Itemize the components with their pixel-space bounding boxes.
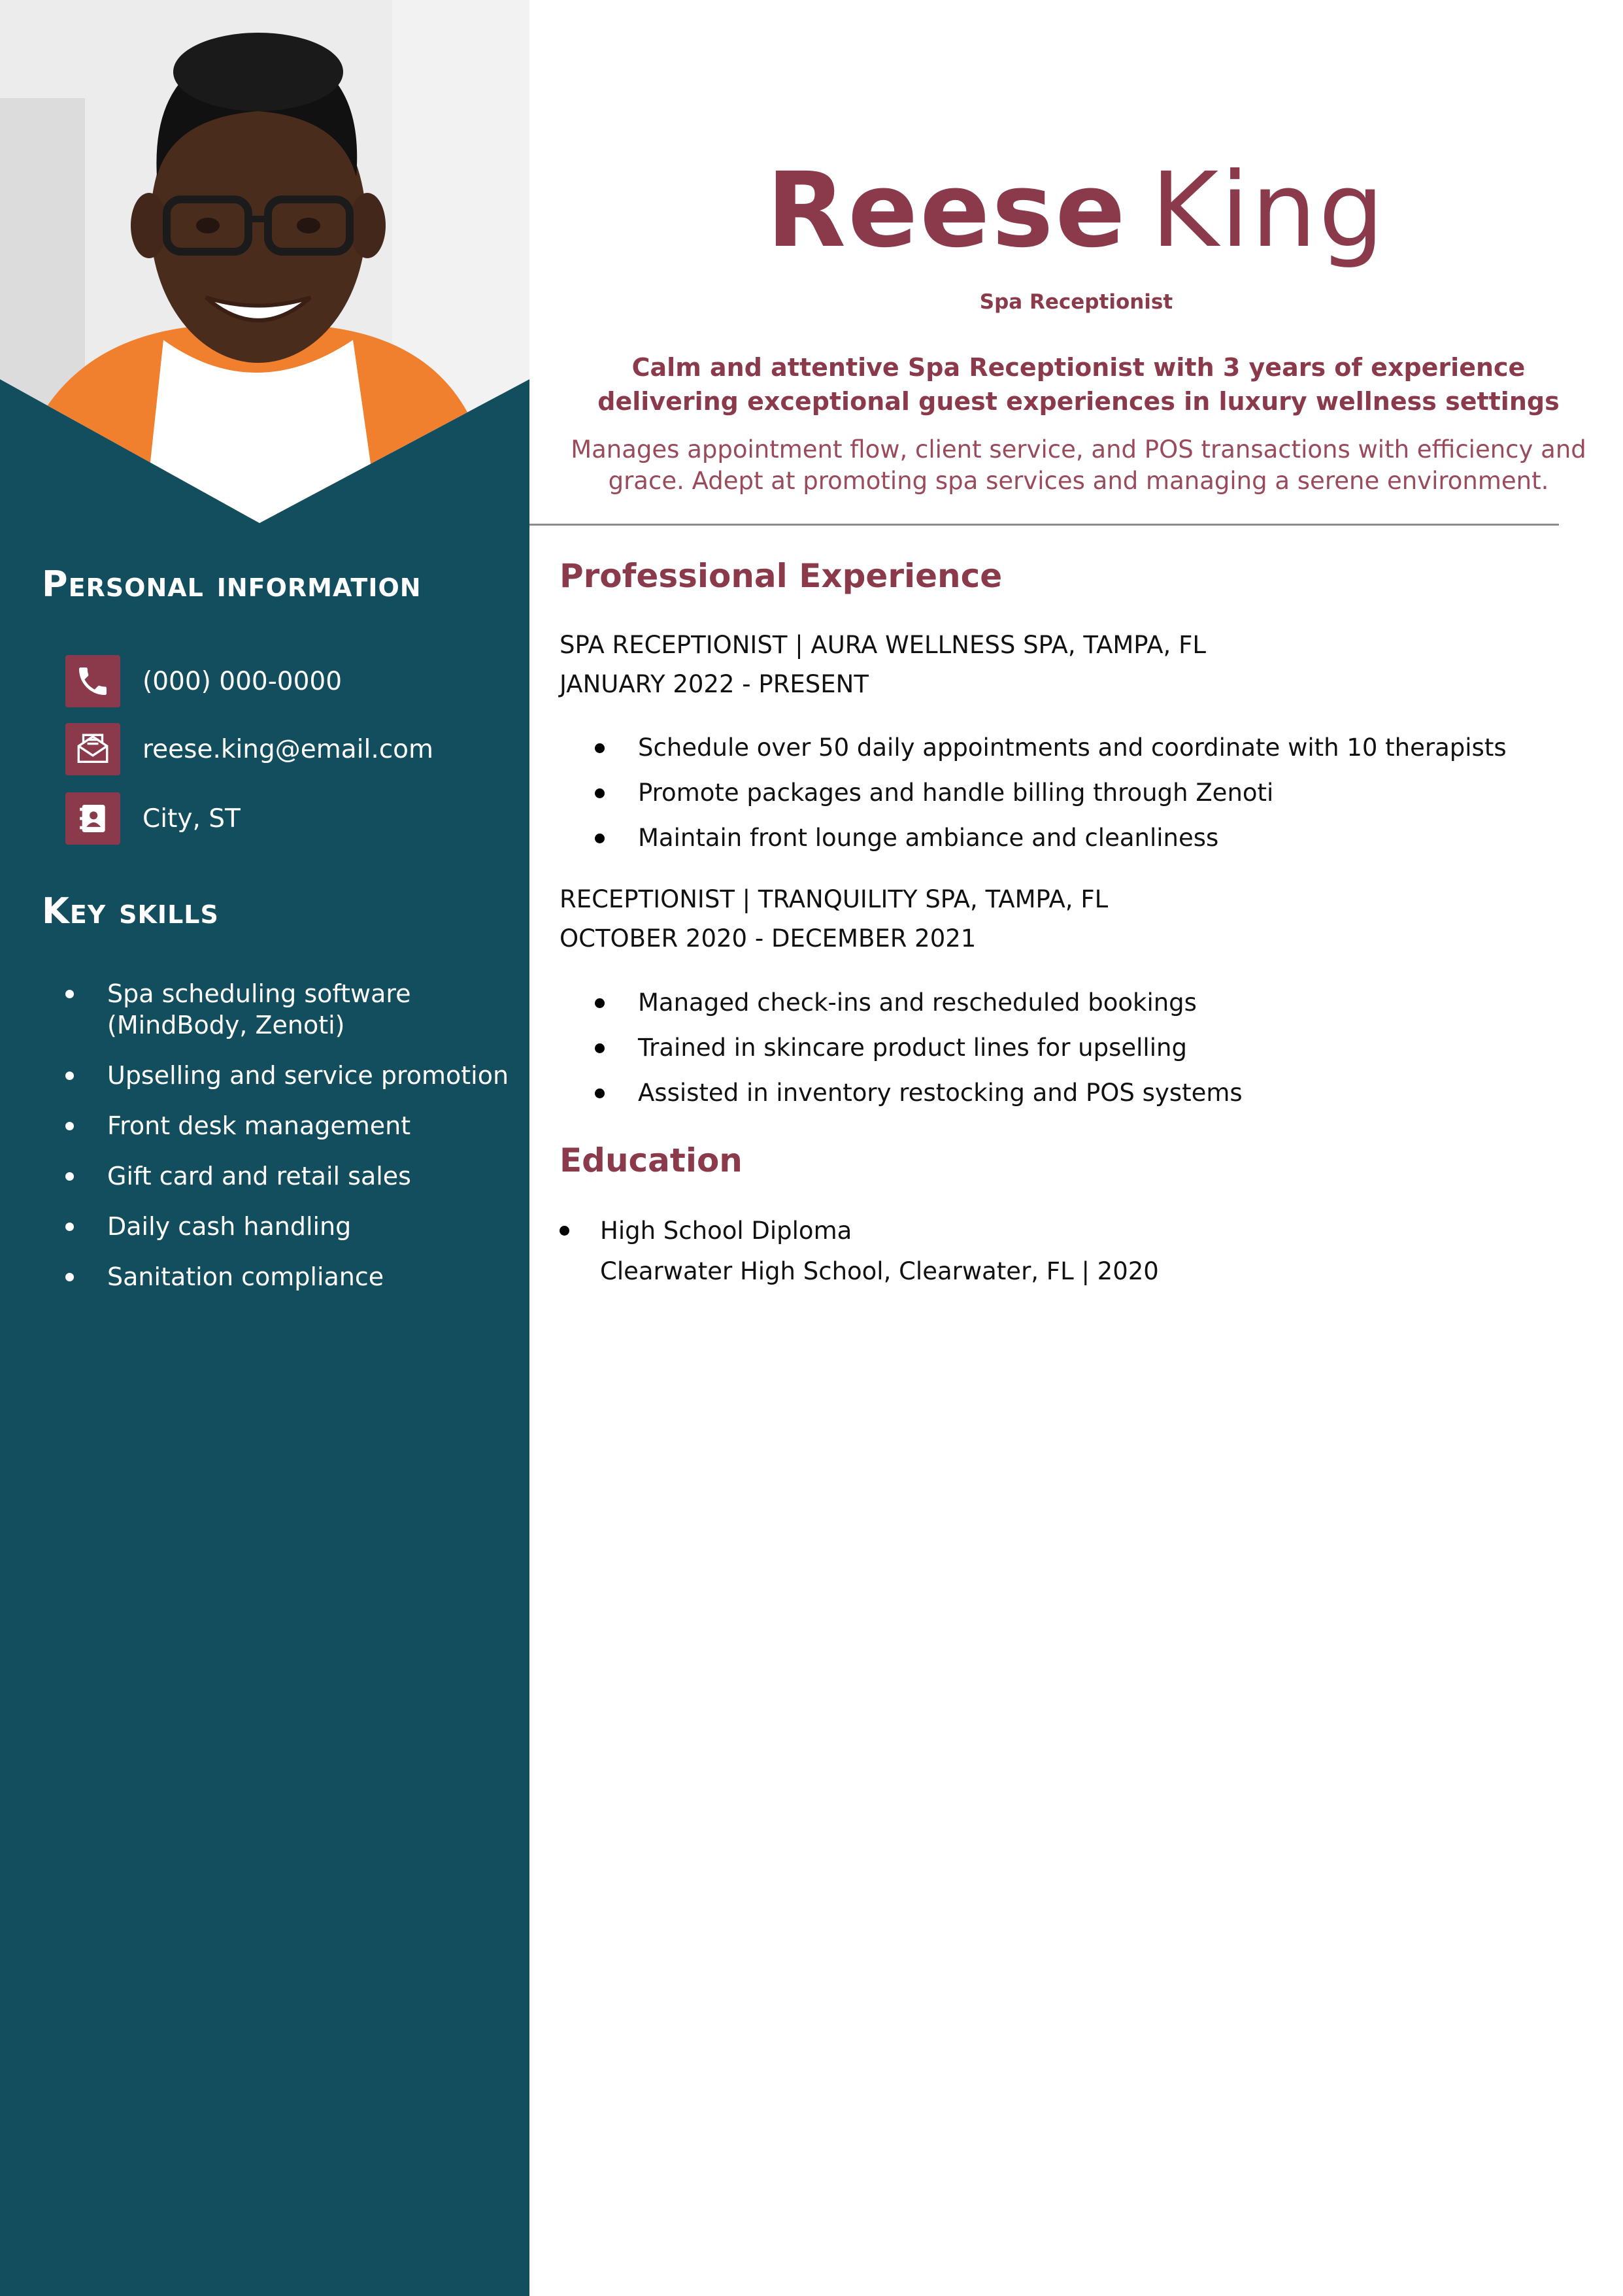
job-entry-header: [560, 880, 1108, 958]
job-role: RECEPTIONIST | TRANQUILITY SPA, TAMPA, FL: [560, 885, 1109, 913]
contact-phone: [65, 654, 342, 709]
main-content: [529, 0, 1623, 2296]
location-text: City, ST: [142, 803, 241, 834]
contact-email: [65, 722, 433, 777]
sidebar: [0, 0, 529, 2296]
job-title: Spa Receptionist: [979, 290, 1173, 314]
job-bullet: Maintain front lounge ambiance and cleanliness: [595, 822, 1507, 854]
skill-item: Sanitation compliance: [65, 1261, 510, 1292]
job-dates: JANUARY 2022 - PRESENT: [560, 670, 869, 698]
profile-photo: [0, 0, 529, 523]
degree: High School Diploma: [600, 1217, 852, 1245]
summary-headline: Calm and attentive Spa Receptionist with 3 years of experience delivering exceptional guest experiences in luxury wellness settings: [597, 353, 1560, 416]
job-bullets: [595, 732, 1507, 868]
header-divider: [529, 524, 1559, 526]
skill-item: Gift card and retail sales: [65, 1160, 510, 1192]
email-icon: [65, 723, 120, 775]
skill-item: Spa scheduling software (MindBody, Zenoti): [65, 978, 510, 1041]
job-bullet: Trained in skincare product lines for upselling: [595, 1032, 1243, 1064]
personal-info-heading: Personal information: [42, 564, 422, 605]
job-entry-header: [560, 626, 1206, 704]
job-bullet: Schedule over 50 daily appointments and coordinate with 10 therapists: [595, 732, 1507, 764]
education-list: [560, 1211, 1159, 1292]
school: Clearwater High School, Clearwater, FL | 2020: [600, 1257, 1159, 1285]
key-skills-heading: Key skills: [42, 890, 219, 932]
job-bullet: Assisted in inventory restocking and POS systems: [595, 1077, 1243, 1109]
contact-location: [65, 791, 241, 846]
skills-list: [65, 978, 510, 1311]
job-bullet: Managed check-ins and rescheduled bookings: [595, 987, 1243, 1019]
skill-item: Upselling and service promotion: [65, 1060, 510, 1091]
job-dates: OCTOBER 2020 - DECEMBER 2021: [560, 924, 977, 953]
phone-text: (000) 000-0000: [142, 666, 343, 696]
email-text: reese.king@email.com: [142, 734, 434, 764]
job-bullets: [595, 987, 1243, 1123]
summary-text: Manages appointment flow, client service, and POS transactions with efficiency and grace. Adept at promoting spa services and managing a serene environment.: [571, 435, 1586, 495]
skill-item: Daily cash handling: [65, 1211, 510, 1242]
skill-item: Front desk management: [65, 1110, 510, 1141]
first-name: Reese: [766, 150, 1128, 271]
candidate-name: [529, 150, 1623, 271]
education-section-title: Education: [560, 1141, 743, 1179]
experience-section-title: Professional Experience: [560, 557, 1003, 595]
job-bullet: Promote packages and handle billing through Zenoti: [595, 777, 1507, 809]
last-name: King: [1150, 150, 1386, 271]
education-item: [560, 1211, 1159, 1292]
phone-icon: [65, 655, 120, 707]
job-role: SPA RECEPTIONIST | AURA WELLNESS SPA, TAMPA, FL: [560, 631, 1206, 659]
location-icon: [65, 792, 120, 845]
